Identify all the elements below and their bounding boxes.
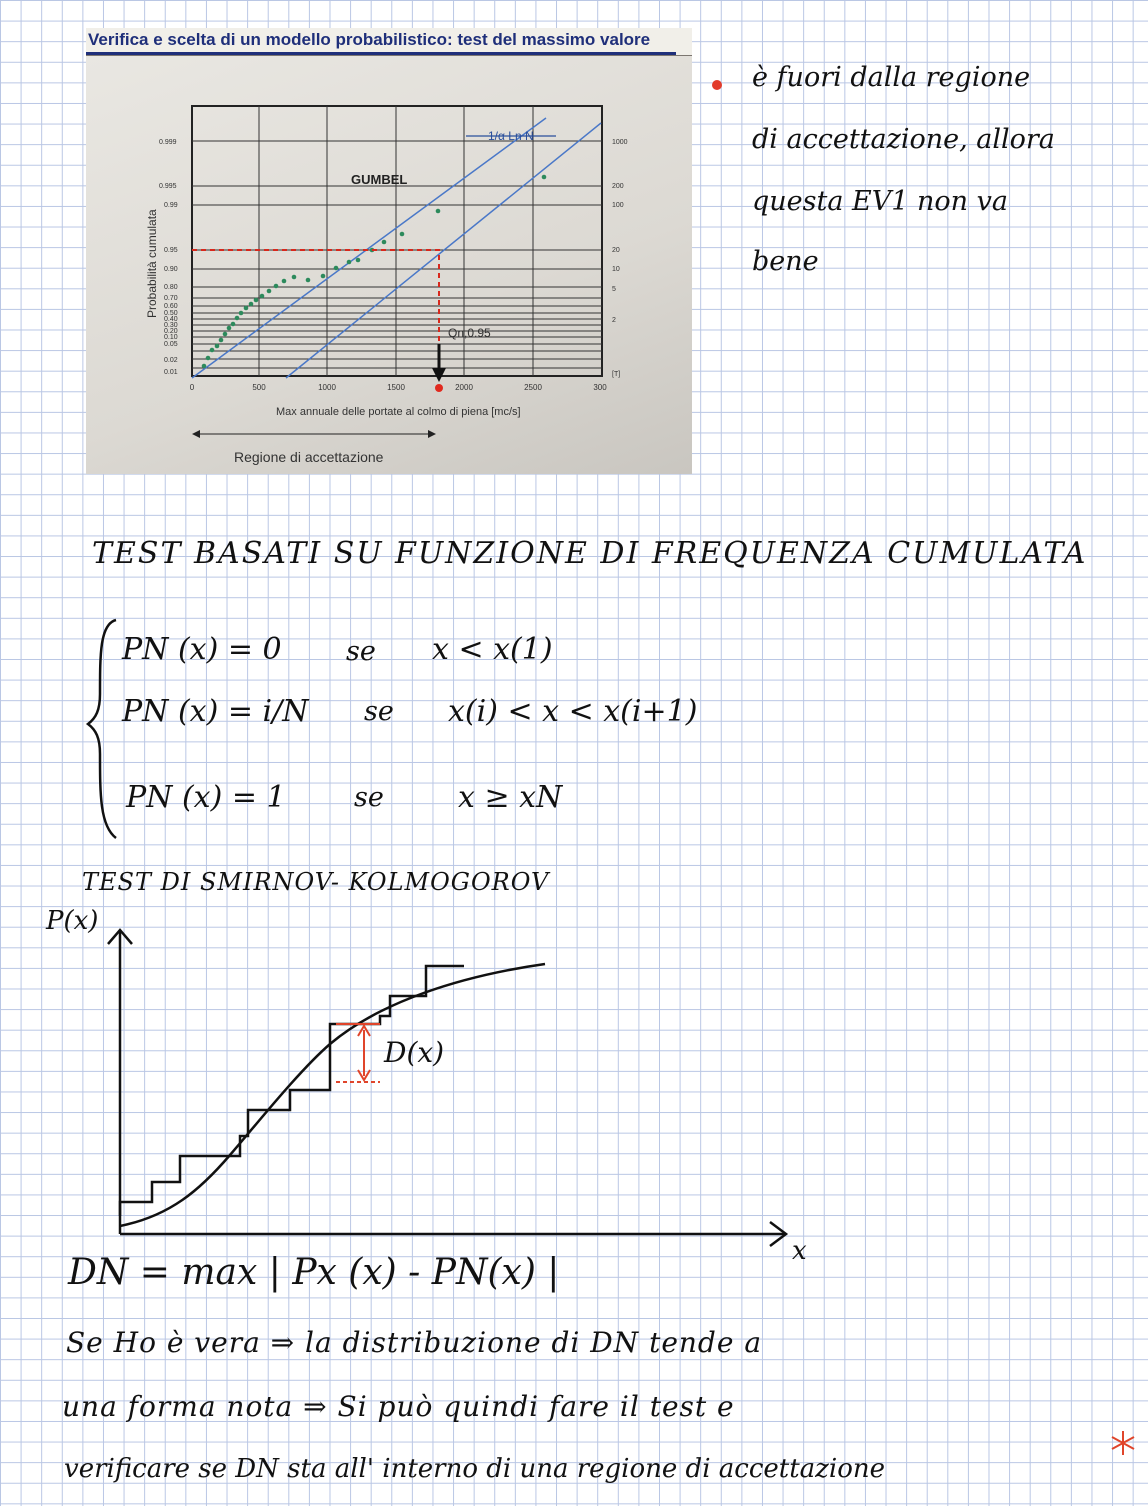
left-tick: 0.30: [164, 322, 178, 329]
case-3-lhs: PN (x) = 1: [126, 780, 286, 815]
left-tick: 0.05: [164, 341, 178, 348]
case-2-cond: se: [364, 696, 394, 727]
case-1-rhs: x < x(1): [432, 632, 553, 667]
gap-label: D(x): [384, 1036, 445, 1069]
right-tick: 5: [612, 286, 616, 293]
case-2-rhs: x(i) < x < x(i+1): [448, 694, 698, 729]
paragraph-line: Se Ho è vera ⇒ la distribuzione di DN tende a: [66, 1326, 763, 1359]
x-tick: 0: [189, 383, 195, 392]
left-tick: 0.20: [164, 328, 178, 335]
left-tick: 0.95: [164, 247, 178, 254]
left-tick: 0.60: [164, 303, 178, 310]
heading-smirnov: TEST DI SMIRNOV- KOLMOGOROV: [82, 868, 550, 896]
right-tick: 2: [612, 317, 616, 324]
note-line: bene: [752, 246, 819, 277]
theoretical-cdf-curve: [120, 964, 545, 1226]
note-line: è fuori dalla regione: [752, 62, 1031, 93]
slide-title: Verifica e scelta di un modello probabilistico: test del massimo valore: [88, 30, 651, 49]
right-tick: 100: [612, 202, 624, 209]
x-tick: 2500: [524, 383, 542, 392]
left-tick: 0.80: [164, 284, 178, 291]
left-tick: 0.70: [164, 295, 178, 302]
left-tick: 0.90: [164, 266, 178, 273]
star-icon: [1108, 1428, 1138, 1458]
right-tick: 10: [612, 266, 620, 273]
x-tick: 1500: [387, 383, 405, 392]
x-tick: 500: [252, 383, 266, 392]
paragraph-line: una forma nota ⇒ Si può quindi fare il test e: [62, 1390, 735, 1423]
right-tick: 20: [612, 247, 620, 254]
chart-label: GUMBEL: [351, 172, 408, 187]
note-line: questa EV1 non va: [752, 186, 1008, 217]
band-label: 1/α Ln N: [488, 129, 534, 143]
brace-icon: [84, 614, 124, 844]
empirical-step-function: [120, 966, 464, 1216]
left-tick: 0.99: [164, 202, 178, 209]
left-tick: 0.50: [164, 310, 178, 317]
right-tick: 1000: [612, 139, 628, 146]
y-axis-label: Probabilità cumulata: [145, 209, 159, 318]
sketch-y-label: P(x): [46, 906, 99, 936]
case-1-lhs: PN (x) = 0: [122, 632, 282, 667]
case-2-lhs: PN (x) = i/N: [122, 694, 309, 729]
x-tick: 1000: [318, 383, 336, 392]
left-tick: 0.995: [159, 183, 177, 190]
x-axis-label: Max annuale delle portate al colmo di piena [mc/s]: [276, 406, 521, 418]
note-line: di accettazione, allora: [752, 124, 1055, 155]
paragraph-line: verificare se DN sta all' interno di una regione di accettazione: [64, 1454, 885, 1484]
left-tick: 0.02: [164, 357, 178, 364]
region-label: Regione di accettazione: [234, 449, 384, 465]
dn-formula: DN = max | Px (x) - PN(x) |: [68, 1252, 560, 1293]
x-tick: 300: [593, 383, 607, 392]
left-tick: 0.40: [164, 316, 178, 323]
gumbel-plot: [86, 28, 692, 474]
left-tick: 0.01: [164, 369, 178, 376]
x-tick: 2000: [455, 383, 473, 392]
quantile-label: Qn,0.95: [448, 326, 491, 340]
heading-cumulative-tests: TEST BASATI SU FUNZIONE DI FREQUENZA CUMULATA: [92, 536, 1088, 571]
bullet-dot: [712, 80, 722, 90]
case-3-cond: se: [354, 782, 384, 813]
case-1-cond: se: [346, 636, 376, 667]
left-tick: 0.10: [164, 334, 178, 341]
left-tick: 0.999: [159, 139, 177, 146]
right-tick: 200: [612, 183, 624, 190]
sketch-x-label: x: [792, 1236, 807, 1266]
case-3-rhs: x ≥ xN: [458, 780, 563, 815]
slide-photo: [86, 28, 692, 474]
right-tick: [T]: [612, 371, 621, 378]
